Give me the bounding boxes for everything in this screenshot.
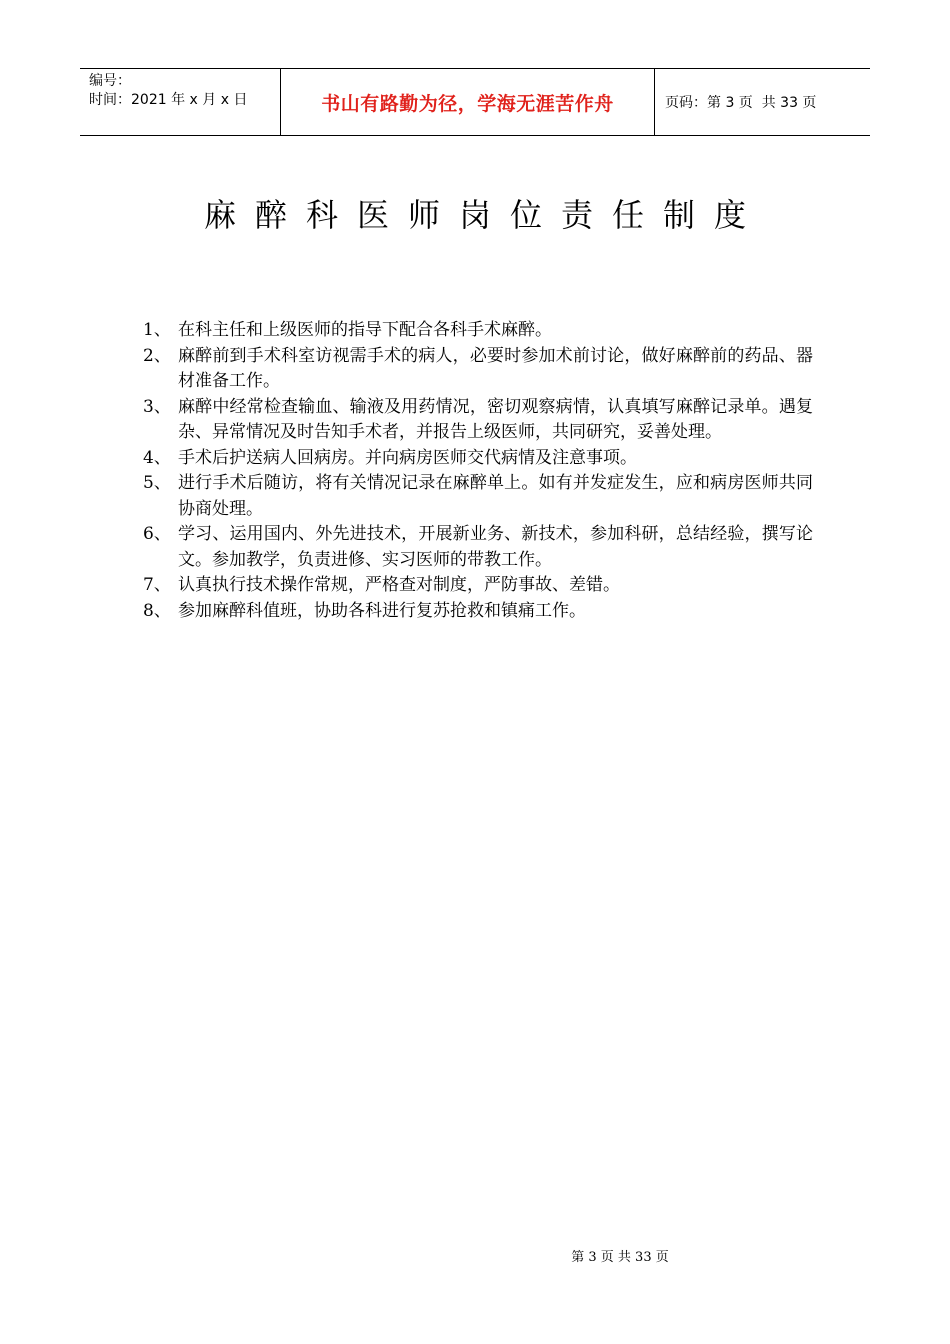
list-item [143, 599, 813, 625]
list-item-number: 5、 [143, 473, 171, 493]
list-item-text: 麻醉前到手术科室访视需手术的病人，必要时参加术前讨论，做好麻醉前的药品、器材准备工作。 [178, 345, 813, 391]
list-item [143, 522, 813, 573]
list-item-text: 手术后护送病人回病房。并向病房医师交代病情及注意事项。 [178, 447, 637, 468]
list-item [143, 318, 813, 344]
list-item [143, 344, 813, 395]
code-label: 编号： [89, 73, 131, 89]
list-item-number: 6、 [143, 524, 171, 544]
list-item [143, 446, 813, 472]
date-label: 时间：2021 年 x 月 x 日 [89, 92, 248, 108]
list-item-text: 在科主任和上级医师的指导下配合各科手术麻醉。 [178, 320, 552, 340]
list-item-number: 3、 [143, 396, 171, 417]
motto-text: 书山有路勤为径，学海无涯苦作舟 [321, 92, 614, 115]
list-item-number: 1、 [143, 320, 171, 340]
page-footer: 第 3 页 共 33 页 [571, 1250, 669, 1265]
list-item-text: 认真执行技术操作常规，严格查对制度，严防事故、差错。 [178, 575, 620, 595]
list-item-text: 参加麻醉科值班，协助各科进行复苏抢救和镇痛工作。 [178, 600, 586, 621]
list-item [143, 573, 813, 599]
document-title: 麻醉科医师岗位责任制度 [203, 196, 765, 234]
header-table [80, 68, 870, 136]
list-item-text: 进行手术后随访，将有关情况记录在麻醉单上。如有并发症发生，应和病房医师共同协商处理。 [178, 473, 813, 519]
header-meta-cell [80, 69, 281, 135]
list-item-number: 7、 [143, 575, 171, 595]
header-motto-cell [281, 69, 655, 135]
list-item-number: 2、 [143, 345, 171, 366]
list-item-number: 8、 [143, 600, 171, 621]
list-item [143, 471, 813, 522]
list-item-number: 4、 [143, 447, 171, 468]
page-info: 页码：第 3 页 共 33 页 [665, 95, 817, 111]
header-page-cell [655, 69, 870, 135]
list-item [143, 395, 813, 446]
rules-list [143, 318, 813, 624]
list-item-text: 学习、运用国内、外先进技术，开展新业务、新技术，参加科研，总结经验，撰写论文。参加教学，负责进修、实习医师的带教工作。 [178, 524, 813, 570]
list-item-text: 麻醉中经常检查输血、输液及用药情况，密切观察病情，认真填写麻醉记录单。遇复杂、异常情况及时告知手术者，并报告上级医师，共同研究，妥善处理。 [178, 396, 813, 442]
